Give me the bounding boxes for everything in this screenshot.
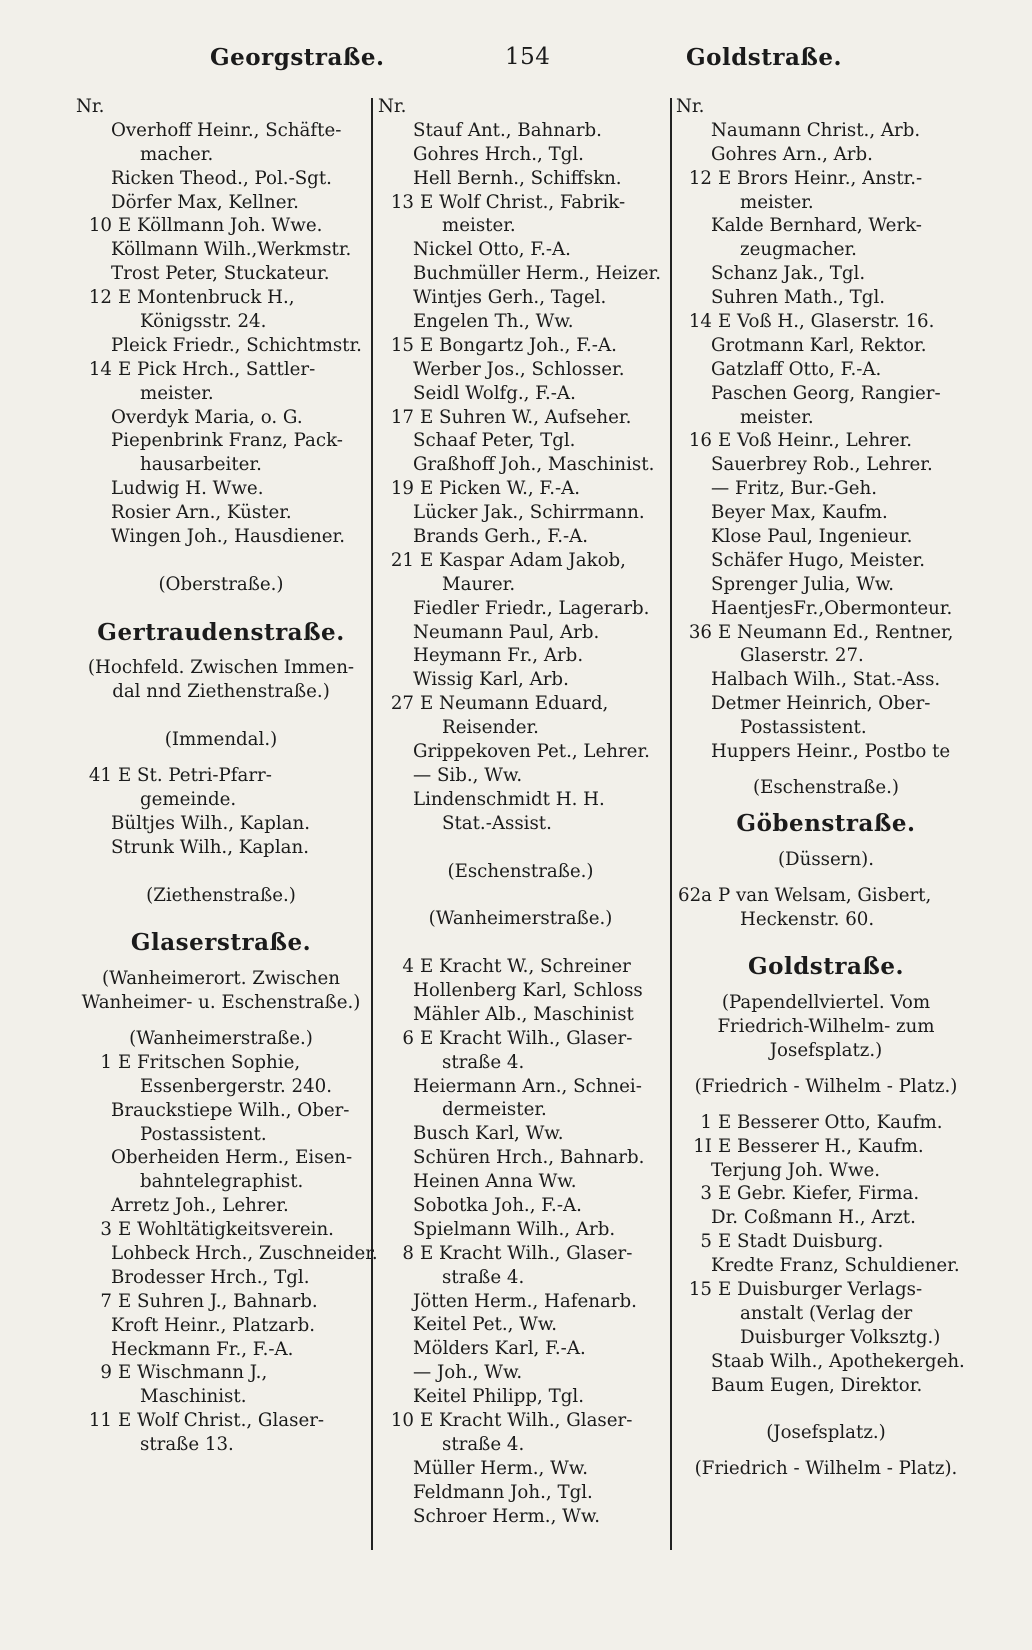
resident-entry: Schüren Hrch., Bahnarb. xyxy=(413,1147,645,1169)
house-number: 36 xyxy=(688,621,712,643)
street-note: (Wanheimerort. Zwischen xyxy=(101,968,340,990)
numbered-entry xyxy=(378,1242,663,1266)
page-number: 154 xyxy=(505,44,551,70)
entry-text: E Wolf Christ., Glaser- xyxy=(118,1410,325,1432)
house-number: 1I xyxy=(693,1135,712,1157)
house-number: 8 xyxy=(402,1242,414,1264)
resident-entry: Naumann Christ., Arb. xyxy=(711,119,921,141)
resident-entry: Mähler Alb., Maschinist xyxy=(413,1003,634,1025)
numbered-entry xyxy=(76,214,366,238)
entry-text: E Bongartz Joh., F.-A. xyxy=(420,334,617,356)
resident-entry: Mölders Karl, F.-A. xyxy=(413,1338,586,1360)
number-column-label: Nr. xyxy=(378,96,407,117)
resident-entry: Sauerbrey Rob., Lehrer. xyxy=(711,454,933,476)
numbered-entry xyxy=(676,167,976,191)
house-number: 4 xyxy=(402,956,414,978)
entry-continuation: Postassistent. xyxy=(140,1123,267,1145)
resident-entry: Baum Eugen, Direktor. xyxy=(711,1374,923,1396)
spacer xyxy=(676,1063,976,1075)
resident-entry: Seidl Wolfg., F.-A. xyxy=(413,382,576,404)
numbered-entry xyxy=(76,764,366,788)
entry-text: E Wohltätigkeitsverein. xyxy=(118,1219,334,1241)
resident-entry: Heymann Fr., Arb. xyxy=(413,645,584,667)
entry-continuation: Essenbergerstr. 240. xyxy=(140,1075,333,1097)
resident-entry: Gohres Hrch., Tgl. xyxy=(413,143,584,165)
resident-entry: Lohbeck Hrch., Zuschneider. xyxy=(111,1242,378,1264)
header-right-street: Goldstraße. xyxy=(686,44,843,71)
numbered-entry xyxy=(676,1135,976,1159)
numbered-entry xyxy=(676,1278,976,1302)
house-number: 6 xyxy=(402,1027,414,1049)
resident-entry: Jötten Herm., Hafenarb. xyxy=(413,1290,637,1312)
resident-entry: — Sib., Ww. xyxy=(413,764,523,786)
house-number: 7 xyxy=(100,1290,112,1312)
spacer xyxy=(676,836,976,848)
spacer xyxy=(676,931,976,955)
column-1 xyxy=(76,95,378,1457)
spacer xyxy=(676,1445,976,1457)
numbered-entry xyxy=(378,191,663,215)
street-heading: Goldstraße. xyxy=(747,953,904,981)
entry-text: E Duisburger Verlags- xyxy=(718,1278,923,1300)
resident-entry: Hollenberg Karl, Schloss xyxy=(413,979,643,1001)
resident-entry: Piepenbrink Franz, Pack- xyxy=(111,430,343,452)
number-column-label: Nr. xyxy=(76,96,105,117)
house-number: 3 xyxy=(700,1183,712,1205)
street-note: Wanheimer- u. Eschenstraße.) xyxy=(81,992,361,1014)
numbered-entry xyxy=(676,621,976,645)
street-note: (Hochfeld. Zwischen Immen- xyxy=(87,657,355,679)
entry-continuation: Maurer. xyxy=(442,573,516,595)
numbered-entry xyxy=(76,1051,366,1075)
entry-text: E Besserer H., Kaufm. xyxy=(718,1135,924,1157)
spacer xyxy=(76,955,366,967)
house-number: 17 xyxy=(390,406,414,428)
entry-text: E Kracht Wilh., Glaser- xyxy=(420,1242,633,1264)
house-number: 16 xyxy=(688,430,712,452)
resident-entry: Heinen Anna Ww. xyxy=(413,1171,577,1193)
resident-entry: Heiermann Arn., Schnei- xyxy=(413,1075,642,1097)
column-3 xyxy=(676,95,976,1481)
resident-entry: Fiedler Friedr., Lagerarb. xyxy=(413,597,650,619)
numbered-entry xyxy=(378,406,663,430)
resident-entry: Suhren Math., Tgl. xyxy=(711,287,886,309)
resident-entry: Schäfer Hugo, Meister. xyxy=(711,549,925,571)
entry-continuation: straße 4. xyxy=(442,1266,525,1288)
resident-entry: Overhoff Heinr., Schäfte- xyxy=(111,119,342,141)
spacer xyxy=(378,883,663,907)
street-note: (Papendellviertel. Vom xyxy=(721,992,931,1014)
resident-entry: Wissig Karl, Arb. xyxy=(413,669,569,691)
house-number: 14 xyxy=(688,311,712,333)
entry-text: E Montenbruck H., xyxy=(118,287,295,309)
house-number: 41 xyxy=(88,765,112,787)
house-number: 15 xyxy=(688,1278,712,1300)
numbered-entry xyxy=(378,549,663,573)
resident-entry: Neumann Paul, Arb. xyxy=(413,621,600,643)
entry-text: E Neumann Ed., Rentner, xyxy=(718,621,954,643)
entry-continuation: Duisburger Volksztg.) xyxy=(740,1326,941,1348)
house-number: 11 xyxy=(88,1410,112,1432)
resident-entry: Buchmüller Herm., Heizer. xyxy=(413,263,661,285)
resident-entry: Strunk Wilh., Kaplan. xyxy=(111,836,309,858)
numbered-entry xyxy=(676,884,976,908)
entry-text: E St. Petri-Pfarr- xyxy=(118,765,272,787)
spacer xyxy=(76,907,366,931)
spacer xyxy=(76,549,366,573)
resident-entry: Schroer Herm., Ww. xyxy=(413,1505,601,1527)
entry-text: E Pick Hrch., Sattler- xyxy=(118,358,316,380)
numbered-entry xyxy=(378,334,663,358)
resident-entry: Pleick Friedr., Schichtmstr. xyxy=(111,334,362,356)
resident-entry: Rosier Arn., Küster. xyxy=(111,502,292,524)
numbered-entry xyxy=(676,1230,976,1254)
street-heading: Göbenstraße. xyxy=(736,809,916,837)
resident-entry: HaentjesFr.,Obermonteur. xyxy=(711,597,953,619)
resident-entry: Wingen Joh., Hausdiener. xyxy=(111,526,346,548)
resident-entry: Kroft Heinr., Platzarb. xyxy=(111,1314,315,1336)
entry-continuation: Stat.-Assist. xyxy=(442,812,552,834)
resident-entry: — Joh., Ww. xyxy=(413,1362,523,1384)
resident-entry: Staab Wilh., Apothekergeh. xyxy=(711,1350,965,1372)
resident-entry: Brands Gerh., F.-A. xyxy=(413,526,589,548)
entry-text: E Suhren W., Aufseher. xyxy=(420,406,632,428)
resident-entry: Brauckstiepe Wilh., Ober- xyxy=(111,1099,350,1121)
entry-text: E Wischmann J., xyxy=(118,1362,268,1384)
entry-continuation: bahntelegraphist. xyxy=(140,1171,304,1193)
numbered-entry xyxy=(378,1409,663,1433)
spacer xyxy=(676,872,976,884)
street-note: (Ziethenstraße.) xyxy=(146,884,296,906)
spacer xyxy=(76,704,366,728)
resident-entry: Spielmann Wilh., Arb. xyxy=(413,1218,616,1240)
resident-entry: Feldmann Joh., Tgl. xyxy=(413,1481,593,1503)
resident-entry: Müller Herm., Ww. xyxy=(413,1457,588,1479)
numbered-entry xyxy=(676,1182,976,1206)
entry-text: E Suhren J., Bahnarb. xyxy=(118,1290,318,1312)
resident-entry: — Fritz, Bur.-Geh. xyxy=(711,478,878,500)
spacer xyxy=(378,931,663,955)
column-divider xyxy=(371,98,373,1550)
house-number: 62a xyxy=(678,884,712,906)
resident-entry: Grotmann Karl, Rektor. xyxy=(711,334,927,356)
resident-entry: Sobotka Joh., F.-A. xyxy=(413,1194,582,1216)
entry-text: E Voß H., Glaserstr. 16. xyxy=(718,311,935,333)
entry-text: E Brors Heinr., Anstr.- xyxy=(718,167,923,189)
street-note: (Wanheimerstraße.) xyxy=(129,1027,313,1049)
spacer xyxy=(378,836,663,860)
resident-entry: Dr. Coßmann H., Arzt. xyxy=(711,1207,916,1229)
house-number: 1 xyxy=(700,1111,712,1133)
resident-entry: Huppers Heinr., Postbo te xyxy=(711,741,951,763)
house-number: 13 xyxy=(390,191,414,213)
resident-entry: Kalde Bernhard, Werk- xyxy=(711,215,922,237)
numbered-entry xyxy=(76,286,366,310)
numbered-entry xyxy=(676,310,976,334)
resident-entry: Overdyk Maria, o. G. xyxy=(111,406,303,428)
resident-entry: Keitel Pet., Ww. xyxy=(413,1314,558,1336)
resident-entry: Sprenger Julia, Ww. xyxy=(711,573,895,595)
entry-continuation: straße 4. xyxy=(442,1051,525,1073)
street-note: dal nnd Ziethenstraße.) xyxy=(112,681,330,703)
street-heading: Gertraudenstraße. xyxy=(97,618,345,646)
house-number: 12 xyxy=(688,167,712,189)
house-number: 12 xyxy=(88,287,112,309)
column-divider xyxy=(670,98,672,1550)
entry-text: E Kracht Wilh., Glaser- xyxy=(420,1409,633,1431)
entry-continuation: hausarbeiter. xyxy=(140,454,262,476)
entry-continuation: Glaserstr. 27. xyxy=(740,645,864,667)
house-number: 15 xyxy=(390,334,414,356)
resident-entry: Beyer Max, Kaufm. xyxy=(711,502,888,524)
resident-entry: Graßhoff Joh., Maschinist. xyxy=(413,454,655,476)
house-number: 10 xyxy=(390,1409,414,1431)
resident-entry: Wintjes Gerh., Tagel. xyxy=(413,287,607,309)
resident-entry: Gohres Arn., Arb. xyxy=(711,143,873,165)
resident-entry: Grippekoven Pet., Lehrer. xyxy=(413,741,650,763)
street-note: (Friedrich - Wilhelm - Platz.) xyxy=(694,1075,958,1097)
resident-entry: Ricken Theod., Pol.-Sgt. xyxy=(111,167,332,189)
entry-continuation: zeugmacher. xyxy=(740,239,857,261)
spacer xyxy=(76,597,366,621)
spacer xyxy=(76,644,366,656)
entry-text: E Voß Heinr., Lehrer. xyxy=(718,430,913,452)
entry-continuation: straße 4. xyxy=(442,1433,525,1455)
entry-continuation: meister. xyxy=(740,191,814,213)
resident-entry: Terjung Joh. Wwe. xyxy=(711,1159,880,1181)
numbered-entry xyxy=(676,1111,976,1135)
spacer xyxy=(76,752,366,764)
resident-entry: Keitel Philipp, Tgl. xyxy=(413,1386,584,1408)
resident-entry: Heckmann Fr., F.-A. xyxy=(111,1338,294,1360)
resident-entry: Dörfer Max, Kellner. xyxy=(111,191,299,213)
column-2 xyxy=(378,95,663,1528)
numbered-entry xyxy=(378,955,663,979)
entry-continuation: Postassistent. xyxy=(740,717,867,739)
numbered-entry xyxy=(378,692,663,716)
resident-entry: Stauf Ant., Bahnarb. xyxy=(413,119,602,141)
house-number: 19 xyxy=(390,478,414,500)
spacer xyxy=(676,1099,976,1111)
entry-continuation: gemeinde. xyxy=(140,788,237,810)
house-number: 1 xyxy=(100,1051,112,1073)
header-left-street: Georgstraße. xyxy=(210,44,385,71)
spacer xyxy=(676,1397,976,1421)
entry-continuation: anstalt (Verlag der xyxy=(740,1302,913,1324)
numbered-entry xyxy=(76,1218,366,1242)
numbered-entry xyxy=(676,429,976,453)
entry-continuation: meister. xyxy=(442,215,516,237)
entry-continuation: meister. xyxy=(740,406,814,428)
spacer xyxy=(676,764,976,776)
entry-continuation: Reisender. xyxy=(442,717,539,739)
entry-text: E Besserer Otto, Kaufm. xyxy=(718,1111,943,1133)
numbered-entry xyxy=(378,477,663,501)
numbered-entry xyxy=(76,1361,366,1385)
street-note: Friedrich-Wilhelm- zum xyxy=(717,1016,935,1038)
entry-text: E Kracht W., Schreiner xyxy=(420,956,631,978)
house-number: 27 xyxy=(390,693,414,715)
numbered-entry xyxy=(76,1290,366,1314)
street-note: (Immendal.) xyxy=(164,729,278,751)
resident-entry: Gatzlaff Otto, F.-A. xyxy=(711,358,882,380)
numbered-entry xyxy=(76,1409,366,1433)
numbered-entry xyxy=(76,358,366,382)
house-number: 10 xyxy=(88,215,112,237)
resident-entry: Halbach Wilh., Stat.-Ass. xyxy=(711,669,941,691)
numbered-entry xyxy=(378,1027,663,1051)
resident-entry: Engelen Th., Ww. xyxy=(413,311,574,333)
street-heading: Glaserstraße. xyxy=(130,929,312,957)
entry-text: E Wolf Christ., Fabrik- xyxy=(420,191,626,213)
house-number: 14 xyxy=(88,358,112,380)
resident-entry: Werber Jos., Schlosser. xyxy=(413,358,625,380)
house-number: 3 xyxy=(100,1219,112,1241)
resident-entry: Lindenschmidt H. H. xyxy=(413,788,605,810)
resident-entry: Arretz Joh., Lehrer. xyxy=(111,1195,289,1217)
entry-text: E Fritschen Sophie, xyxy=(118,1051,301,1073)
spacer xyxy=(76,860,366,884)
entry-text: E Picken W., F.-A. xyxy=(420,478,581,500)
resident-entry: Ludwig H. Wwe. xyxy=(111,478,264,500)
entry-continuation: Königsstr. 24. xyxy=(140,311,267,333)
street-note: (Friedrich - Wilhelm - Platz). xyxy=(694,1458,958,1480)
entry-continuation: meister. xyxy=(140,382,214,404)
house-number: 9 xyxy=(100,1362,112,1384)
street-note: (Josefsplatz.) xyxy=(766,1422,886,1444)
entry-continuation: macher. xyxy=(140,143,214,165)
street-note: (Wanheimerstraße.) xyxy=(428,908,613,930)
resident-entry: Köllmann Wilh.,Werkmstr. xyxy=(111,239,352,261)
entry-text: E Gebr. Kiefer, Firma. xyxy=(718,1183,920,1205)
resident-entry: Kredte Franz, Schuldiener. xyxy=(711,1255,960,1277)
resident-entry: Paschen Georg, Rangier- xyxy=(711,382,941,404)
entry-text: E Neumann Eduard, xyxy=(420,693,609,715)
spacer xyxy=(76,1015,366,1027)
house-number: 5 xyxy=(700,1231,712,1253)
resident-entry: Detmer Heinrich, Ober- xyxy=(711,693,931,715)
resident-entry: Lücker Jak., Schirrmann. xyxy=(413,502,645,524)
entry-text: E Stadt Duisburg. xyxy=(718,1231,884,1253)
resident-entry: Schanz Jak., Tgl. xyxy=(711,263,866,285)
resident-entry: Hell Bernh., Schiffskn. xyxy=(413,167,622,189)
entry-text: E Köllmann Joh. Wwe. xyxy=(118,215,323,237)
street-note: (Oberstraße.) xyxy=(158,573,284,595)
resident-entry: Bültjes Wilh., Kaplan. xyxy=(111,812,311,834)
resident-entry: Nickel Otto, F.-A. xyxy=(413,239,571,261)
entry-text: P van Welsam, Gisbert, xyxy=(718,884,932,906)
entry-text: E Kracht Wilh., Glaser- xyxy=(420,1027,633,1049)
resident-entry: Klose Paul, Ingenieur. xyxy=(711,526,913,548)
resident-entry: Oberheiden Herm., Eisen- xyxy=(111,1147,353,1169)
entry-continuation: Heckenstr. 60. xyxy=(740,908,875,930)
entry-continuation: dermeister. xyxy=(442,1099,547,1121)
resident-entry: Trost Peter, Stuckateur. xyxy=(111,263,330,285)
street-note: (Düssern). xyxy=(777,848,875,870)
resident-entry: Brodesser Hrch., Tgl. xyxy=(111,1266,310,1288)
number-column-label: Nr. xyxy=(676,96,705,117)
street-note: (Eschenstraße.) xyxy=(752,776,900,798)
resident-entry: Busch Karl, Ww. xyxy=(413,1123,564,1145)
house-number: 21 xyxy=(390,549,414,571)
resident-entry: Schaaf Peter, Tgl. xyxy=(413,430,576,452)
entry-continuation: straße 13. xyxy=(140,1434,234,1456)
entry-text: E Kaspar Adam Jakob, xyxy=(420,549,626,571)
spacer xyxy=(676,979,976,991)
street-note: (Eschenstraße.) xyxy=(447,860,594,882)
street-note: Josefsplatz.) xyxy=(769,1039,883,1061)
entry-continuation: Maschinist. xyxy=(140,1386,247,1408)
